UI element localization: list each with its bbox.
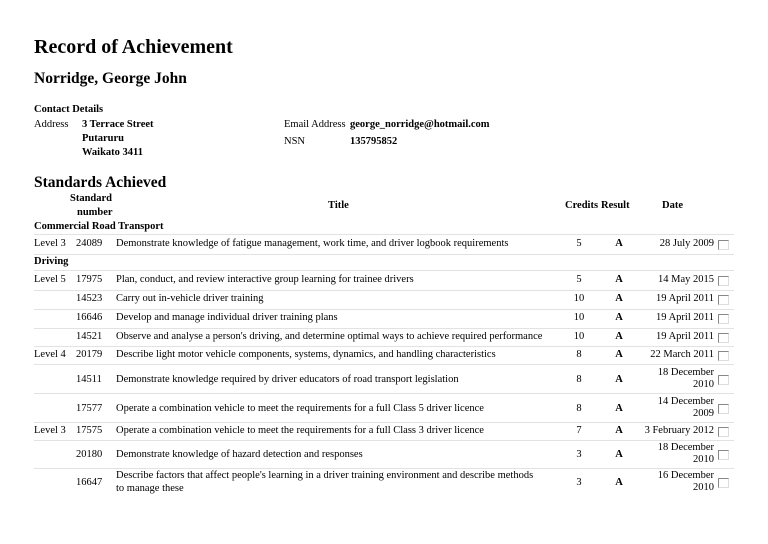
row-standard-number: 20180 (76, 449, 103, 460)
row-date-line1: 18 December (657, 442, 714, 453)
row-standard-number: 16647 (76, 477, 103, 488)
row-standard-number: 14521 (76, 331, 103, 342)
row-checkbox[interactable] (718, 314, 729, 324)
standards-heading: Standards Achieved (34, 174, 167, 191)
row-title: Operate a combination vehicle to meet the requirements for a full Class 5 driver licence (116, 403, 484, 414)
table-row (34, 396, 734, 422)
row-credits: 5 (576, 274, 582, 285)
row-date: 19 April 2011 (656, 312, 714, 323)
row-level: Level 4 (34, 349, 66, 360)
row-checkbox[interactable] (718, 276, 729, 286)
row-checkbox[interactable] (718, 450, 729, 460)
row-standard-number: 14511 (76, 374, 102, 385)
row-date: 3 February 2012 (644, 425, 714, 436)
row-level: Level 3 (34, 425, 66, 436)
row-checkbox[interactable] (718, 333, 729, 343)
row-credits: 5 (576, 238, 582, 249)
col-standard-number-line2: number (77, 207, 113, 218)
group-heading: Commercial Road Transport (34, 221, 164, 232)
row-credits: 10 (573, 331, 585, 342)
row-title: Demonstrate knowledge of fatigue management, work time, and driver logbook requirements (116, 238, 509, 249)
row-result: A (615, 477, 623, 488)
row-result: A (615, 374, 623, 385)
row-date: 19 April 2011 (656, 331, 714, 342)
table-row (34, 470, 734, 496)
address-label: Address (34, 119, 69, 130)
row-title: Observe and analyse a person's driving, and determine optimal ways to achieve required performance (116, 331, 543, 342)
row-checkbox[interactable] (718, 404, 729, 414)
row-result: A (615, 425, 623, 436)
col-date: Date (662, 200, 683, 211)
document-title: Record of Achievement (34, 36, 233, 58)
row-checkbox[interactable] (718, 240, 729, 250)
row-date: 14 May 2015 (658, 274, 714, 285)
col-title: Title (328, 200, 349, 211)
row-date-line1: 16 December (657, 470, 714, 481)
row-title: Demonstrate knowledge required by driver educators of road transport legislation (116, 374, 459, 385)
col-standard-number-line1: Standard (70, 193, 113, 204)
row-title: Operate a combination vehicle to meet the requirements for a full Class 3 driver licence (116, 425, 484, 436)
row-standard-number: 24089 (76, 238, 103, 249)
row-date-line2: 2010 (693, 482, 714, 493)
row-date-line1: 14 December (657, 396, 714, 407)
address-line1: 3 Terrace Street (82, 119, 154, 130)
row-result: A (615, 349, 623, 360)
row-credits: 7 (576, 425, 582, 436)
row-date-line2: 2010 (693, 454, 714, 465)
row-credits: 8 (576, 403, 582, 414)
row-date-line2: 2010 (693, 379, 714, 390)
nsn-label: NSN (284, 136, 306, 147)
learner-name: Norridge, George John (34, 70, 187, 87)
row-credits: 3 (576, 449, 582, 460)
row-checkbox[interactable] (718, 375, 729, 385)
row-level: Level 5 (34, 274, 66, 285)
row-title: Develop and manage individual driver training plans (116, 312, 338, 323)
row-result: A (615, 403, 623, 414)
row-date: 22 March 2011 (650, 349, 714, 360)
address-line3: Waikato 3411 (82, 147, 143, 158)
address-line2: Putaruru (82, 133, 124, 144)
row-result: A (615, 312, 623, 323)
row-date-line2: 2009 (693, 408, 714, 419)
row-date: 28 July 2009 (659, 238, 714, 249)
row-title-line1: Describe factors that affect people's learning in a driver training environment and describe methods (116, 470, 534, 481)
row-result: A (615, 331, 623, 342)
row-result: A (615, 293, 623, 304)
col-result: Result (601, 200, 630, 211)
email-label: Email Address (284, 119, 346, 130)
row-standard-number: 17577 (76, 403, 103, 414)
row-level: Level 3 (34, 238, 66, 249)
group-heading: Driving (34, 256, 69, 267)
table-row (34, 442, 734, 468)
row-result: A (615, 274, 623, 285)
row-title-line2: to manage these (116, 483, 184, 494)
row-title: Describe light motor vehicle components, systems, dynamics, and handling characteristics (116, 349, 496, 360)
row-standard-number: 17575 (76, 425, 103, 436)
col-credits: Credits (565, 200, 599, 211)
row-standard-number: 14523 (76, 293, 103, 304)
row-credits: 10 (573, 293, 585, 304)
row-date: 19 April 2011 (656, 293, 714, 304)
row-standard-number: 20179 (76, 349, 103, 360)
nsn-value: 135795852 (350, 136, 398, 147)
row-credits: 3 (576, 477, 582, 488)
row-checkbox[interactable] (718, 478, 729, 488)
row-credits: 8 (576, 374, 582, 385)
email-value: george_norridge@hotmail.com (350, 119, 490, 130)
table-row (34, 367, 734, 393)
row-standard-number: 17975 (76, 274, 103, 285)
row-title: Plan, conduct, and review interactive group learning for trainee drivers (116, 274, 414, 285)
row-title: Demonstrate knowledge of hazard detection and responses (116, 449, 363, 460)
contact-heading: Contact Details (34, 104, 104, 115)
row-checkbox[interactable] (718, 427, 729, 437)
row-result: A (615, 238, 623, 249)
row-credits: 10 (573, 312, 585, 323)
row-standard-number: 16646 (76, 312, 103, 323)
row-checkbox[interactable] (718, 295, 729, 305)
row-credits: 8 (576, 349, 582, 360)
row-date-line1: 18 December (657, 367, 714, 378)
row-title: Carry out in-vehicle driver training (116, 293, 264, 304)
row-checkbox[interactable] (718, 351, 729, 361)
row-result: A (615, 449, 623, 460)
